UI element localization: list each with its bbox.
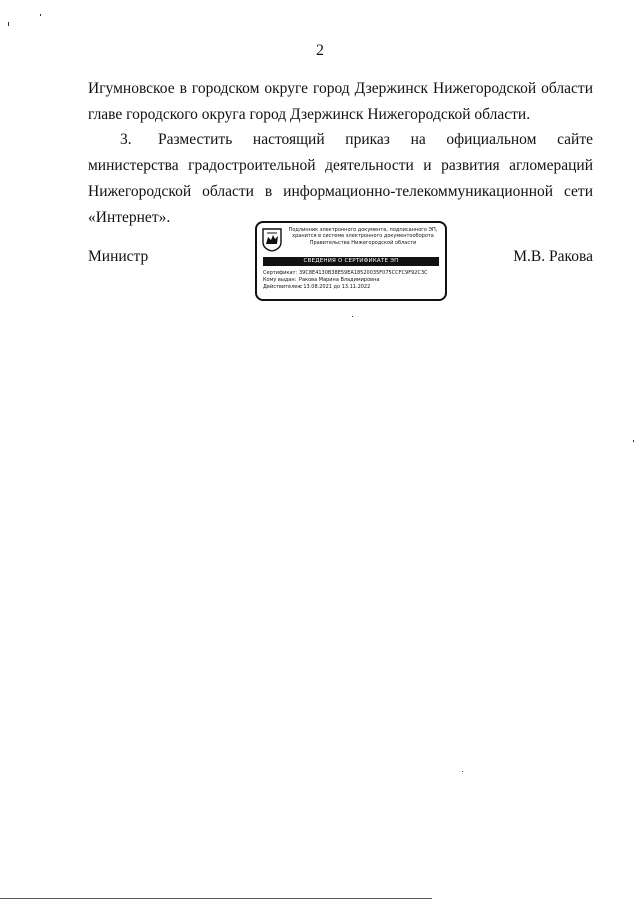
e-signature-stamp xyxy=(255,221,447,301)
signer-name: М.В. Ракова xyxy=(513,248,593,265)
validity-label: Действителен: xyxy=(263,284,303,290)
scan-speck xyxy=(8,22,9,26)
scan-speck xyxy=(40,14,41,16)
certificate-row xyxy=(263,270,441,277)
stamp-details xyxy=(263,270,441,291)
stamp-note-line: Правительства Нижегородской области xyxy=(309,239,417,246)
stamp-note-line: Подлинник электронного документа, подписанного ЭП, xyxy=(288,227,438,233)
page-number: 2 xyxy=(316,42,324,59)
owner-row xyxy=(263,277,441,284)
scan-speck xyxy=(633,440,634,442)
owner-value: Ракова Марина Владимировна xyxy=(299,277,380,283)
scan-speck xyxy=(352,316,353,317)
certificate-value: 39C8E4130B38E59EA18520035F075CCFC9F92C3C xyxy=(299,270,428,276)
scan-edge-line xyxy=(0,898,432,899)
validity-value: с 13.08.2021 до 13.11.2022 xyxy=(299,284,371,290)
coat-of-arms-icon xyxy=(262,228,282,252)
stamp-header: СВЕДЕНИЯ О СЕРТИФИКАТЕ ЭП xyxy=(263,257,439,266)
owner-label: Кому выдан: xyxy=(263,277,297,283)
validity-row xyxy=(263,284,441,291)
paragraph-continuation: Игумновское в городском округе город Дзержинск Нижегородской области главе городского округа город Дзержинск Нижегородской области. xyxy=(88,80,593,123)
item-number: 3. xyxy=(120,131,132,148)
paragraph-item-3 xyxy=(88,127,593,231)
certificate-label: Сертификат: xyxy=(263,270,298,276)
signer-role: Министр xyxy=(88,248,149,265)
stamp-note xyxy=(285,227,441,246)
stamp-note-line: хранится в системе электронного документооборота xyxy=(292,233,434,240)
item-text: Разместить настоящий приказ на официальном сайте министерства градостроительной деятельности и развития агломераций Нижегородской области в информационно-телекоммуникационной сети «Интернет». xyxy=(88,131,593,226)
scan-speck xyxy=(462,771,463,772)
